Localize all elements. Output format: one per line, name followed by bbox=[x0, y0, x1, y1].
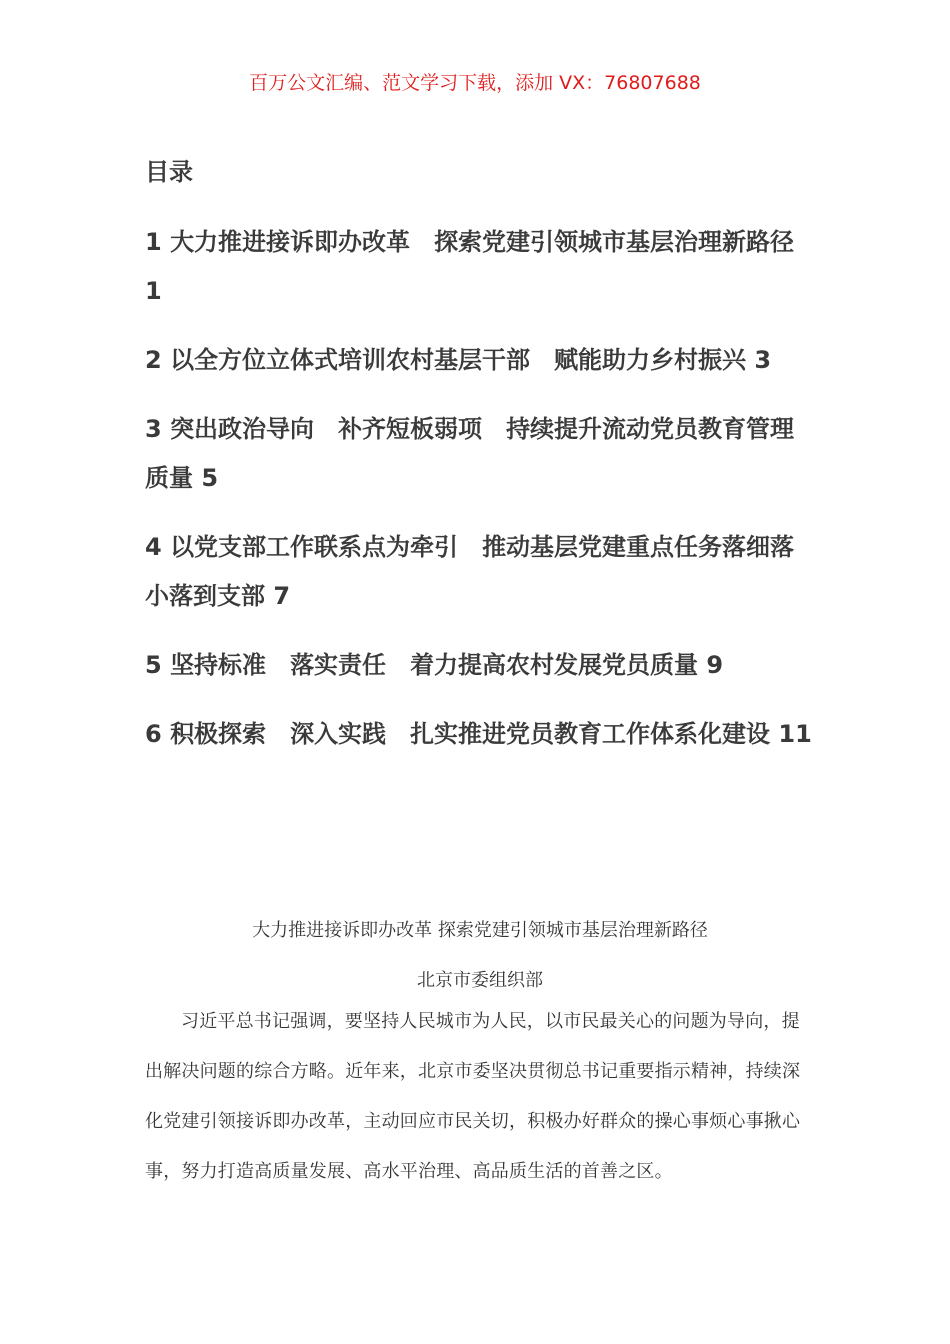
toc-item-title-part: 坚持标准 bbox=[170, 651, 267, 679]
article-author-org: 北京市委组织部 bbox=[417, 970, 543, 991]
toc-item-title-part: 补齐短板弱项 bbox=[338, 415, 483, 443]
toc-item-title-part: 突出政治导向 bbox=[170, 415, 315, 443]
toc-item-title-part: 以党支部工作联系点为牵引 bbox=[170, 533, 459, 561]
toc-item-1[interactable] bbox=[145, 218, 815, 316]
toc-item-title-part: 赋能助力乡村振兴 bbox=[554, 346, 747, 374]
toc-item-title-part: 探索党建引领城市基层治理新路径 bbox=[434, 228, 795, 256]
toc-item-title-part: 以全方位立体式培训农村基层干部 bbox=[170, 346, 531, 374]
table-of-contents bbox=[145, 218, 815, 779]
toc-item-2[interactable] bbox=[145, 336, 815, 385]
toc-item-page: 7 bbox=[273, 582, 291, 610]
toc-item-title-part: 推动基层党建重点任务落细落小落到支部 bbox=[145, 533, 795, 610]
toc-title: 目录 bbox=[145, 158, 193, 186]
toc-item-number: 6 bbox=[145, 720, 162, 748]
toc-item-title-part: 扎实推进党员教育工作体系化建设 bbox=[410, 720, 771, 748]
toc-item-page: 1 bbox=[145, 277, 162, 305]
toc-item-title-part: 深入实践 bbox=[290, 720, 387, 748]
toc-item-number: 2 bbox=[145, 346, 162, 374]
toc-item-number: 1 bbox=[145, 228, 162, 256]
toc-item-number: 4 bbox=[145, 533, 162, 561]
article-paragraph: 习近平总书记强调，要坚持人民城市为人民，以市民最关心的问题为导向，提出解决问题的综合方略。近年来，北京市委坚决贯彻总书记重要指示精神，持续深化党建引领接诉即办改革，主动回应市民关切，积极办好群众的操心事烦心事揪心事，努力打造高质量发展、高水平治理、高品质生活的首善之区。 bbox=[145, 1011, 801, 1182]
toc-item-6[interactable] bbox=[145, 710, 815, 759]
toc-item-title-part: 落实责任 bbox=[290, 651, 387, 679]
article bbox=[145, 915, 815, 1215]
toc-item-3[interactable] bbox=[145, 405, 815, 503]
toc-item-page: 3 bbox=[754, 346, 772, 374]
toc-item-page: 9 bbox=[706, 651, 724, 679]
toc-item-number: 3 bbox=[145, 415, 162, 443]
toc-item-page: 11 bbox=[778, 720, 812, 748]
watermark-header: 百万公文汇编、范文学习下载，添加 VX：76807688 bbox=[249, 72, 701, 94]
toc-item-title-part: 持续提升流动党员教育管理质量 bbox=[145, 415, 795, 492]
toc-item-title-part: 积极探索 bbox=[170, 720, 267, 748]
toc-item-5[interactable] bbox=[145, 641, 815, 690]
toc-item-title-part: 大力推进接诉即办改革 bbox=[170, 228, 411, 256]
toc-item-title-part: 着力提高农村发展党员质量 bbox=[410, 651, 699, 679]
toc-item-page: 5 bbox=[201, 464, 219, 492]
toc-item-4[interactable] bbox=[145, 523, 815, 621]
toc-item-number: 5 bbox=[145, 651, 162, 679]
article-title: 大力推进接诉即办改革 探索党建引领城市基层治理新路径 bbox=[252, 920, 708, 941]
